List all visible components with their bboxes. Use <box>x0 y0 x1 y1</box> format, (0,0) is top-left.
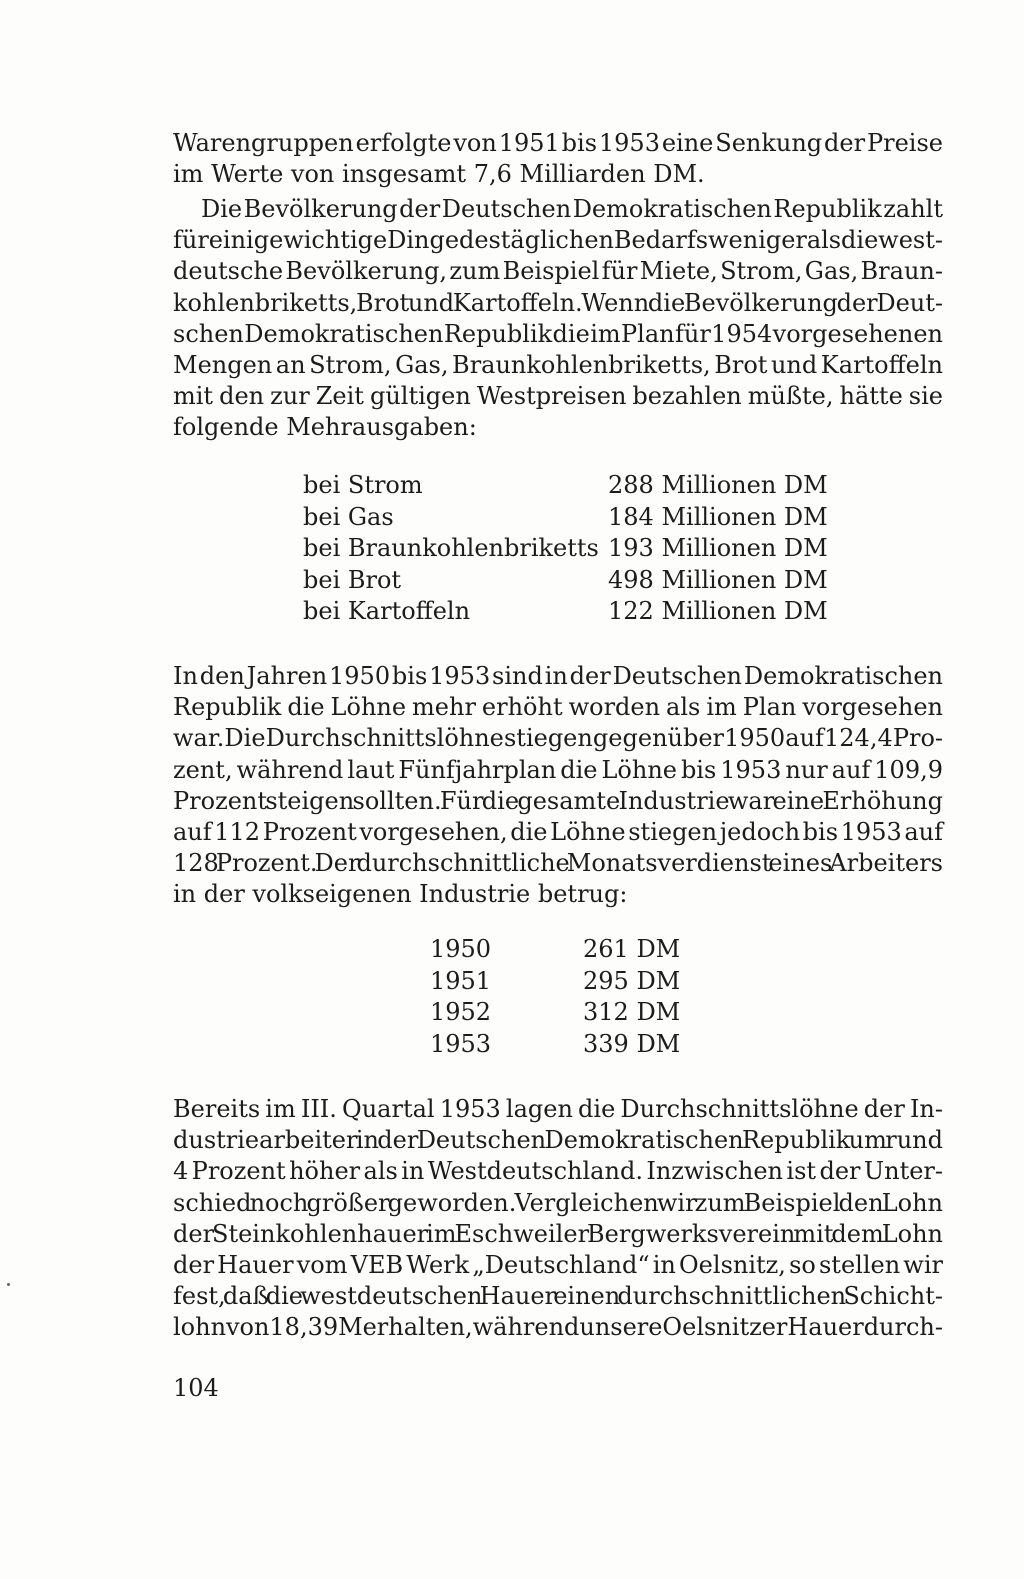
cost-item: bei Brot <box>303 565 402 594</box>
scan-speck <box>7 1283 10 1286</box>
cost-amount: 288 Millionen DM <box>608 471 828 499</box>
text-line: Bereits im III. Quartal 1953 lagen die Durchschnittslöhne der In- <box>173 1095 943 1123</box>
text-line: Republik die Löhne mehr erhöht worden als im Plan vorgesehen <box>173 693 943 722</box>
cost-amount: 498 Millionen DM <box>608 565 828 594</box>
text-line: Mengen an Strom, Gas, Braunkohlenbriketts, Brot und Kartoffeln <box>173 351 943 380</box>
text-line: in der volkseigenen Industrie betrug: <box>173 880 628 909</box>
text-line: der Steinkohlenhauer im Eschweiler Bergwerksverein mit dem Lohn <box>173 1219 944 1248</box>
table-row <box>303 502 828 534</box>
cost-amount: 193 Millionen DM <box>608 534 828 562</box>
cost-amount: 122 Millionen DM <box>608 597 828 625</box>
table-row <box>430 966 690 998</box>
page-number: 104 <box>173 1374 219 1402</box>
table-row <box>303 470 828 502</box>
wage-year: 1951 <box>430 966 492 995</box>
wage-year: 1950 <box>430 935 492 963</box>
text-line: kohlenbriketts, Brot und Kartoffeln. Wenn die Bevölkerung der Deut- <box>173 288 943 317</box>
text-line: Warengruppen erfolgte von 1951 bis 1953 eine Senkung der Preise <box>173 129 943 157</box>
monthly-wages-table <box>430 934 690 1060</box>
text-line: im Werte von insgesamt 7,6 Milliarden DM. <box>173 160 705 189</box>
text-line: Prozent steigen sollten. Für die gesamte Industrie war eine Erhöhung <box>173 786 944 815</box>
extra-costs-table <box>303 470 828 628</box>
wage-amount: 295 DM <box>583 966 681 995</box>
text-line: fest, daß die westdeutschen Hauer einen durchschnittlichen Schicht- <box>173 1282 944 1311</box>
cost-item: bei Braunkohlenbriketts <box>303 534 599 562</box>
paragraph-wage-increase <box>173 661 943 911</box>
cost-item: bei Kartoffeln <box>303 597 471 625</box>
table-row <box>303 596 828 628</box>
paragraph-continuation <box>173 128 943 190</box>
table-row <box>430 1029 690 1061</box>
text-line: In den Jahren 1950 bis 1953 sind in der Deutschen Demokratischen <box>173 662 943 690</box>
text-line: folgende Mehrausgaben: <box>173 413 477 442</box>
text-line: 4 Prozent höher als in Westdeutschland. Inzwischen ist der Unter- <box>173 1157 944 1186</box>
text-line: schied noch größer geworden. Vergleichen wir zum Beispiel den Lohn <box>173 1188 943 1217</box>
cost-item: bei Strom <box>303 471 423 499</box>
text-line: zent, während laut Fünfjahrplan die Löhne bis 1953 nur auf 109,9 <box>173 755 943 784</box>
wage-year: 1952 <box>430 998 492 1026</box>
cost-item: bei Gas <box>303 502 394 531</box>
table-row <box>303 565 828 597</box>
wage-amount: 339 DM <box>583 1029 681 1058</box>
table-row <box>430 997 690 1029</box>
text-line: dustriearbeiter in der Deutschen Demokratischen Republik um rund <box>173 1126 943 1155</box>
text-line: 128 Prozent. Der durchschnittliche Monatsverdienst eines Arbeiters <box>173 849 943 878</box>
wage-year: 1953 <box>430 1029 492 1058</box>
table-row <box>303 533 828 565</box>
text-line: auf 112 Prozent vorgesehen, die Löhne stiegen jedoch bis 1953 auf <box>173 818 943 847</box>
text-line: mit den zur Zeit gültigen Westpreisen bezahlen müßte, hätte sie <box>173 382 943 411</box>
text-line: war. Die Durchschnittslöhne stiegen gegenüber 1950 auf 124,4 Pro- <box>173 724 943 753</box>
text-line: lohn von 18,39 M erhalten, während unsere Oelsnitzer Hauer durch- <box>173 1313 943 1342</box>
text-line: deutsche Bevölkerung, zum Beispiel für Miete, Strom, Gas, Braun- <box>173 257 943 286</box>
cost-amount: 184 Millionen DM <box>608 502 828 531</box>
text-line: der Hauer vom VEB Werk „Deutschland“ in Oelsnitz, so stellen wir <box>173 1251 943 1280</box>
wage-amount: 312 DM <box>583 998 681 1026</box>
text-line: schen Demokratischen Republik die im Plan für 1954 vorgesehenen <box>173 319 943 348</box>
text-line: für einige wichtige Dinge des täglichen Bedarfs weniger als die west- <box>173 226 943 255</box>
text-line: Die Bevölkerung der Deutschen Demokratischen Republik zahlt <box>201 195 943 223</box>
table-row <box>430 934 690 966</box>
wage-amount: 261 DM <box>583 935 681 963</box>
paragraph-population-costs <box>173 194 943 444</box>
paragraph-wage-comparison <box>173 1094 943 1344</box>
